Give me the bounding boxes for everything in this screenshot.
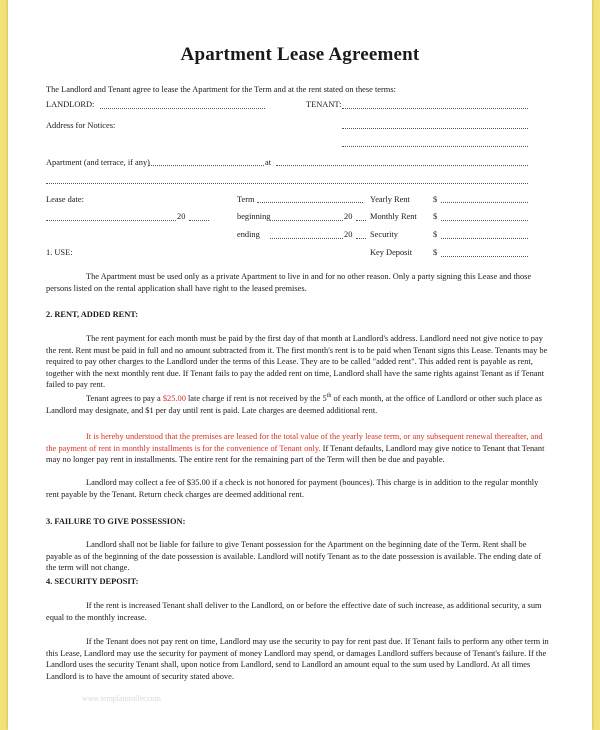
ending-label: ending bbox=[237, 230, 260, 239]
possession-heading: 3. FAILURE TO GIVE POSSESSION: bbox=[46, 517, 186, 526]
lease-date-year: 20 bbox=[177, 212, 186, 221]
document-title: Apartment Lease Agreement bbox=[180, 44, 420, 65]
check-fee-paragraph: Landlord may collect a fee of $35.00 if a check is not honored for payment (bounces). This charge is in addition to the regular monthly rent payable by the Tenant. Return check charges are deemed additional rent. bbox=[46, 478, 539, 499]
landlord-label: LANDLORD: bbox=[46, 100, 95, 109]
lease-date-field[interactable] bbox=[46, 220, 176, 221]
installment-warning: It is hereby understood that the premises are leased for the total value of the yearly lease term, or any subsequent renewal thereafter, and the payment of rent in monthly installments is for the convenience of Tenant only. bbox=[46, 432, 543, 453]
ending-year-field[interactable] bbox=[356, 238, 366, 239]
installment-paragraph: It is hereby understood that the premises are leased for the total value of the yearly lease term, or any subsequent renewal thereafter, and the payment of rent in monthly installments is for the convenience of Tenant only. If Tenant defaults, Landlord may give notice to Tenant that Tenant may no longer pay rent in installments. The entire rent for the remaining part of the Term will then be due and payable. bbox=[46, 432, 545, 465]
apartment-extra-field[interactable] bbox=[46, 183, 528, 184]
landlord-field[interactable] bbox=[100, 108, 265, 109]
deposit-paragraph-2: If the Tenant does not pay rent on time, Landlord may use the security to pay for rent past due. If Tenant fails to perform any other term in this Lease, Landlord may use the security for payment of money Landlord may spend, or damages Landlord suffers because of Tenant's failure. If the Landlord uses the security Tenant shall, upon notice from Landlord, send to Landlord an amount equal to the sum used by Landlord. At all times Landlord is to have the amount of security stated above. bbox=[46, 637, 549, 681]
security-label: Security bbox=[370, 230, 398, 239]
late-charge-paragraph: Tenant agrees to pay a $25.00 late charge if rent is not received by the 5th of each month, at the office of Landlord or other such place as Landlord may designate, and $1 per day until rent is paid. Late charges are deemed additional rent. bbox=[46, 393, 542, 415]
watermark: www.templateroller.com bbox=[82, 694, 162, 703]
at-label: at bbox=[265, 158, 272, 167]
intro-text: The Landlord and Tenant agree to lease the Apartment for the Term and at the rent stated on these terms: bbox=[46, 85, 396, 94]
yearly-rent-label: Yearly Rent bbox=[370, 195, 410, 204]
monthly-rent-label: Monthly Rent bbox=[370, 212, 417, 221]
term-label: Term bbox=[237, 195, 255, 204]
monthly-rent-dollar: $ bbox=[433, 212, 438, 221]
late-charge-amount: $25.00 bbox=[162, 394, 186, 403]
monthly-rent-field[interactable] bbox=[441, 220, 528, 221]
beginning-field[interactable] bbox=[270, 220, 343, 221]
tenant-field[interactable] bbox=[342, 108, 528, 109]
key-deposit-dollar: $ bbox=[433, 248, 438, 257]
key-deposit-label: Key Deposit bbox=[370, 248, 413, 257]
ending-field[interactable] bbox=[270, 238, 343, 239]
address-field-1[interactable] bbox=[342, 128, 528, 129]
rent-heading: 2. RENT, ADDED RENT: bbox=[46, 310, 139, 319]
address-label: Address for Notices: bbox=[46, 121, 116, 130]
deposit-heading: 4. SECURITY DEPOSIT: bbox=[46, 577, 139, 586]
beginning-year-field[interactable] bbox=[356, 220, 366, 221]
beginning-year: 20 bbox=[344, 212, 353, 221]
address-field-2[interactable] bbox=[342, 146, 528, 147]
apartment-address-field[interactable] bbox=[276, 165, 528, 166]
security-field[interactable] bbox=[441, 238, 528, 239]
deposit-paragraph-1: If the rent is increased Tenant shall deliver to the Landlord, on or before the effective date of such increase, as additional security, a sum equal to the monthly increase. bbox=[46, 601, 542, 622]
use-heading: 1. USE: bbox=[46, 248, 73, 257]
lease-date-label: Lease date: bbox=[46, 195, 84, 204]
apartment-label: Apartment (and terrace, if any) bbox=[46, 158, 150, 167]
apartment-field[interactable] bbox=[148, 165, 264, 166]
use-paragraph: The Apartment must be used only as a private Apartment to live in and for no other reason. Only a party signing this Lease and those persons listed on the rental application shall have right to the leased premises. bbox=[46, 272, 532, 293]
yearly-rent-field[interactable] bbox=[441, 202, 528, 203]
key-deposit-field[interactable] bbox=[441, 256, 528, 257]
lease-date-year-field[interactable] bbox=[189, 220, 209, 221]
rent-paragraph: The rent payment for each month must be paid by the first day of that month at Landlord's address. Landlord need not give notice to pay the rent. Rent must be paid in full and no amount subtracted from it. The first month's rent is to be paid when Tenant signs this Lease. Tenants may be required to pay other charges to the Landlord under the terms of this Lease. They are to be called "added rent". This added rent is payable as rent, together with the next monthly rent due. If Tenant fails to pay the added rent on time, Landlord shall have the same rights against Tenant as if Tenant failed to pay rent. bbox=[46, 334, 548, 390]
yearly-rent-dollar: $ bbox=[433, 195, 438, 204]
possession-paragraph: Landlord shall not be liable for failure to give Tenant possession for the Apartment on the beginning date of the Term. Rent shall be payable as of the beginning of the date possession is available. Landlord will notify Tenant as to the date possession is available. The ending date of the term will not change. bbox=[46, 540, 542, 573]
security-dollar: $ bbox=[433, 230, 438, 239]
ending-year: 20 bbox=[344, 230, 353, 239]
term-field[interactable] bbox=[257, 202, 363, 203]
lease-document bbox=[8, 0, 592, 730]
beginning-label: beginning bbox=[237, 212, 271, 221]
tenant-label: TENANT: bbox=[306, 100, 342, 109]
